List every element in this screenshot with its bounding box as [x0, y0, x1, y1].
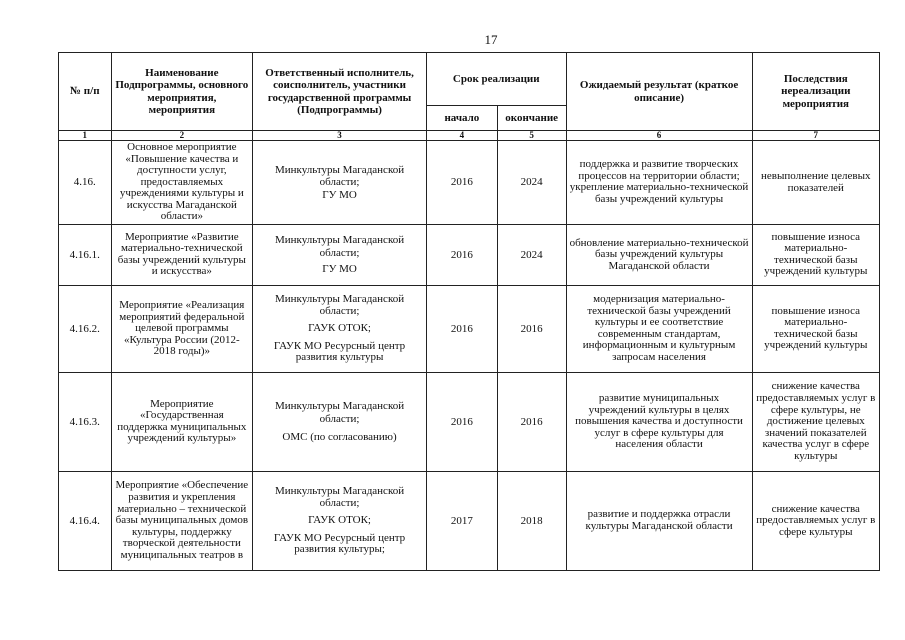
- row-result: поддержка и развитие творческих процессов на территории области; укрепление материально-технической базы учреждений культуры: [566, 141, 752, 225]
- row-start: 2016: [427, 372, 498, 471]
- executor-line: Минкультуры Магаданской области;: [274, 292, 405, 317]
- row-end: 2024: [497, 224, 566, 285]
- row-name: Основное мероприятие «Повышение качества и доступности услуг, предоставляемых учреждениями культуры и искусства Магаданской области»: [111, 141, 253, 225]
- header-result: Ожидаемый результат (краткое описание): [566, 53, 752, 131]
- row-number: 4.16.3.: [59, 372, 112, 471]
- row-number: 4.16.: [59, 141, 112, 225]
- table-row: [59, 372, 880, 471]
- column-number: 4: [427, 131, 498, 141]
- table-row: [59, 285, 880, 372]
- row-end: 2018: [497, 471, 566, 570]
- column-number: 3: [253, 131, 427, 141]
- row-start: 2016: [427, 285, 498, 372]
- column-number: 6: [566, 131, 752, 141]
- column-number: 7: [752, 131, 879, 141]
- executor-line: ГУ МО: [322, 262, 357, 275]
- row-executor: [253, 285, 427, 372]
- row-result: развитие муниципальных учреждений культуры в целях повышения качества и доступности услуг в сфере культуры для населения области: [566, 372, 752, 471]
- column-number: 5: [497, 131, 566, 141]
- table-row: [59, 224, 880, 285]
- column-number: 1: [59, 131, 112, 141]
- page-number: 17: [484, 32, 498, 47]
- program-table: [58, 52, 880, 571]
- executor-line: Минкультуры Магаданской области;: [274, 163, 405, 189]
- row-consequence: снижение качества предоставляемых услуг в сфере культуры: [752, 471, 879, 570]
- header-row: [59, 53, 880, 106]
- row-end: 2024: [497, 141, 566, 225]
- header-consequence: Последствия нереализации мероприятия: [752, 53, 879, 131]
- table-row: [59, 471, 880, 570]
- header-number: № п/п: [59, 53, 112, 131]
- row-executor: [253, 372, 427, 471]
- row-consequence: повышение износа материально-технической базы учреждений культуры: [752, 224, 879, 285]
- executor-line: ГАУК ОТОК;: [308, 514, 371, 527]
- row-name: Мероприятие «Государственная поддержка муниципальных учреждений культуры»: [111, 372, 253, 471]
- row-executor: [253, 224, 427, 285]
- row-name: Мероприятие «Обеспечение развития и укрепления материально – технической базы муниципальных домов культуры, поддержку творческой деятельности муниципальных театров в: [111, 471, 253, 570]
- row-result: развитие и поддержка отрасли культуры Магаданской области: [566, 471, 752, 570]
- header-end: окончание: [497, 106, 566, 131]
- row-name: Мероприятие «Развитие материально-технической базы учреждений культуры и искусства»: [111, 224, 253, 285]
- executor-line: ГАУК ОТОК;: [308, 322, 371, 335]
- row-number: 4.16.1.: [59, 224, 112, 285]
- row-executor: [253, 471, 427, 570]
- row-end: 2016: [497, 285, 566, 372]
- row-name: Мероприятие «Реализация мероприятий федеральной целевой программы «Культура России (2012-2018 годы)»: [111, 285, 253, 372]
- row-end: 2016: [497, 372, 566, 471]
- executor-line: ОМС (по согласованию): [282, 430, 397, 443]
- executor-line: ГАУК МО Ресурсный центр развития культуры: [273, 339, 406, 364]
- header-executor: Ответственный исполнитель, соисполнитель, участники государственной программы (Подпрограммы): [253, 53, 427, 131]
- header-start: начало: [427, 106, 498, 131]
- row-result: модернизация материально-технической базы учреждений культуры и ее соответствие современным стандартам, информационным и культурным запросам населения: [566, 285, 752, 372]
- header-term: Срок реализации: [427, 53, 567, 106]
- executor-line: Минкультуры Магаданской области;: [274, 234, 405, 259]
- row-start: 2016: [427, 141, 498, 225]
- row-consequence: невыполнение целевых показателей: [752, 141, 879, 225]
- row-result: обновление материально-технической базы учреждений культуры Магаданской области: [566, 224, 752, 285]
- executor-line: ГУ МО: [322, 188, 357, 201]
- executor-line: Минкультуры Магаданской области;: [274, 400, 405, 425]
- row-start: 2017: [427, 471, 498, 570]
- row-executor: [253, 141, 427, 225]
- column-numbers-row: [59, 131, 880, 141]
- row-consequence: повышение износа материально-технической базы учреждений культуры: [752, 285, 879, 372]
- column-number: 2: [111, 131, 253, 141]
- row-number: 4.16.2.: [59, 285, 112, 372]
- executor-line: ГАУК МО Ресурсный центр развития культуры;: [273, 531, 406, 556]
- executor-line: Минкультуры Магаданской области;: [274, 484, 405, 509]
- header-name: Наименование Подпрограммы, основного мероприятия, мероприятия: [111, 53, 253, 131]
- table-row: [59, 141, 880, 225]
- row-start: 2016: [427, 224, 498, 285]
- row-number: 4.16.4.: [59, 471, 112, 570]
- row-consequence: снижение качества предоставляемых услуг в сфере культуры, не достижение целевых значений показателей качества услуг в сфере культуры: [752, 372, 879, 471]
